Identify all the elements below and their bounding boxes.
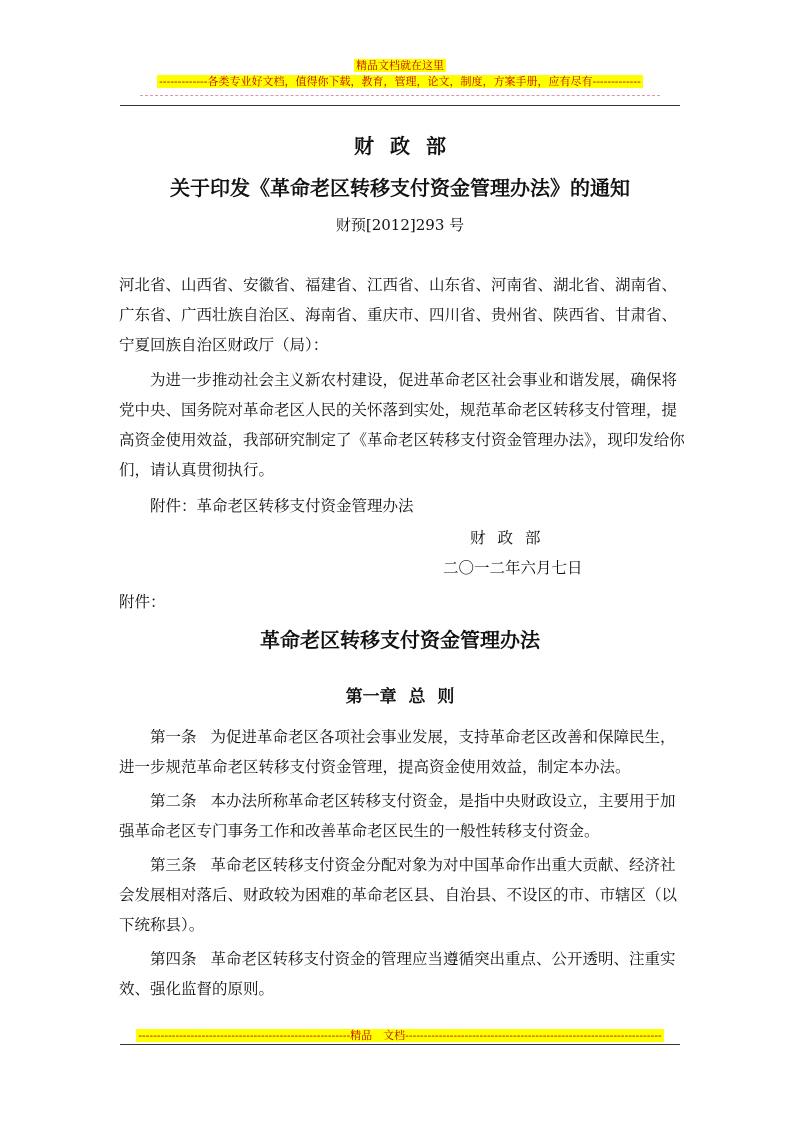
- article-1: [119, 722, 685, 782]
- header-banner-line1: 精品文档就在这里: [356, 59, 444, 72]
- signature-date: 二〇一二年六月七日: [443, 559, 583, 577]
- article-label: 第二条: [150, 792, 197, 810]
- attachment-label: 附件：: [119, 593, 166, 611]
- document-title: 革命老区转移支付资金管理办法: [260, 628, 540, 652]
- article-text: 革命老区转移支付资金分配对象为对中国革命作出重大贡献、经济社会发展相对落后、财政较为困难的革命老区县、自治县、不设区的市、市辖区（以下统称县）。: [119, 856, 678, 934]
- footer-banner: ---------------------------------------------------------精品 文档---------------------------------------------------------------------: [138, 1029, 662, 1042]
- notice-paragraph: 为进一步推动社会主义新农村建设，促进革命老区社会事业和谐发展，确保将党中央、国务院对革命老区人民的关怀落到实处，规范革命老区转移支付管理，提高资金使用效益，我部研究制定了《革命老区转移支付资金管理办法》，现印发给你们，请认真贯彻执行。: [119, 371, 685, 479]
- article-2: [119, 786, 685, 846]
- header-rule: [120, 105, 680, 106]
- article-text: 本办法所称革命老区转移支付资金，是指中央财政设立，主要用于加强革命老区专门事务工作和改善革命老区民生的一般性转移支付资金。: [119, 792, 676, 840]
- articles-section: [119, 722, 685, 1008]
- article-label: 第一条: [150, 728, 197, 746]
- article-text: 革命老区转移支付资金的管理应当遵循突出重点、公开透明、注重实效、强化监督的原则。: [119, 950, 676, 998]
- header-banner-line2: -------------各类专业好文档，值得你下载，教育，管理，论文，制度，方案手册，应有尽有-------------: [159, 75, 641, 88]
- article-label: 第三条: [150, 856, 197, 874]
- article-text: 为促进革命老区各项社会事业发展，支持革命老区改善和保障民生，进一步规范革命老区转移支付资金管理，提高资金使用效益，制定本办法。: [119, 728, 676, 776]
- signature-org: 财政部: [470, 529, 553, 547]
- header-dashed-divider: [140, 95, 660, 96]
- article-label: 第四条: [150, 950, 197, 968]
- attachment-line: 附件：革命老区转移支付资金管理办法: [150, 497, 414, 515]
- addressee-list: 河北省、山西省、安徽省、福建省、江西省、山东省、河南省、湖北省、湖南省、广东省、广西壮族自治区、海南省、重庆市、四川省、贵州省、陕西省、甘肃省、宁夏回族自治区财政厅（局）：: [119, 276, 678, 354]
- article-4: [119, 944, 685, 1004]
- document-number: 财预[2012]293 号: [335, 216, 465, 234]
- article-3: [119, 850, 685, 940]
- footer-rule: [120, 1044, 680, 1045]
- chapter-heading: 第一章 总 则: [345, 687, 455, 707]
- ministry-title: 财政部: [354, 134, 462, 158]
- notice-title: 关于印发《革命老区转移支付资金管理办法》的通知: [170, 176, 630, 200]
